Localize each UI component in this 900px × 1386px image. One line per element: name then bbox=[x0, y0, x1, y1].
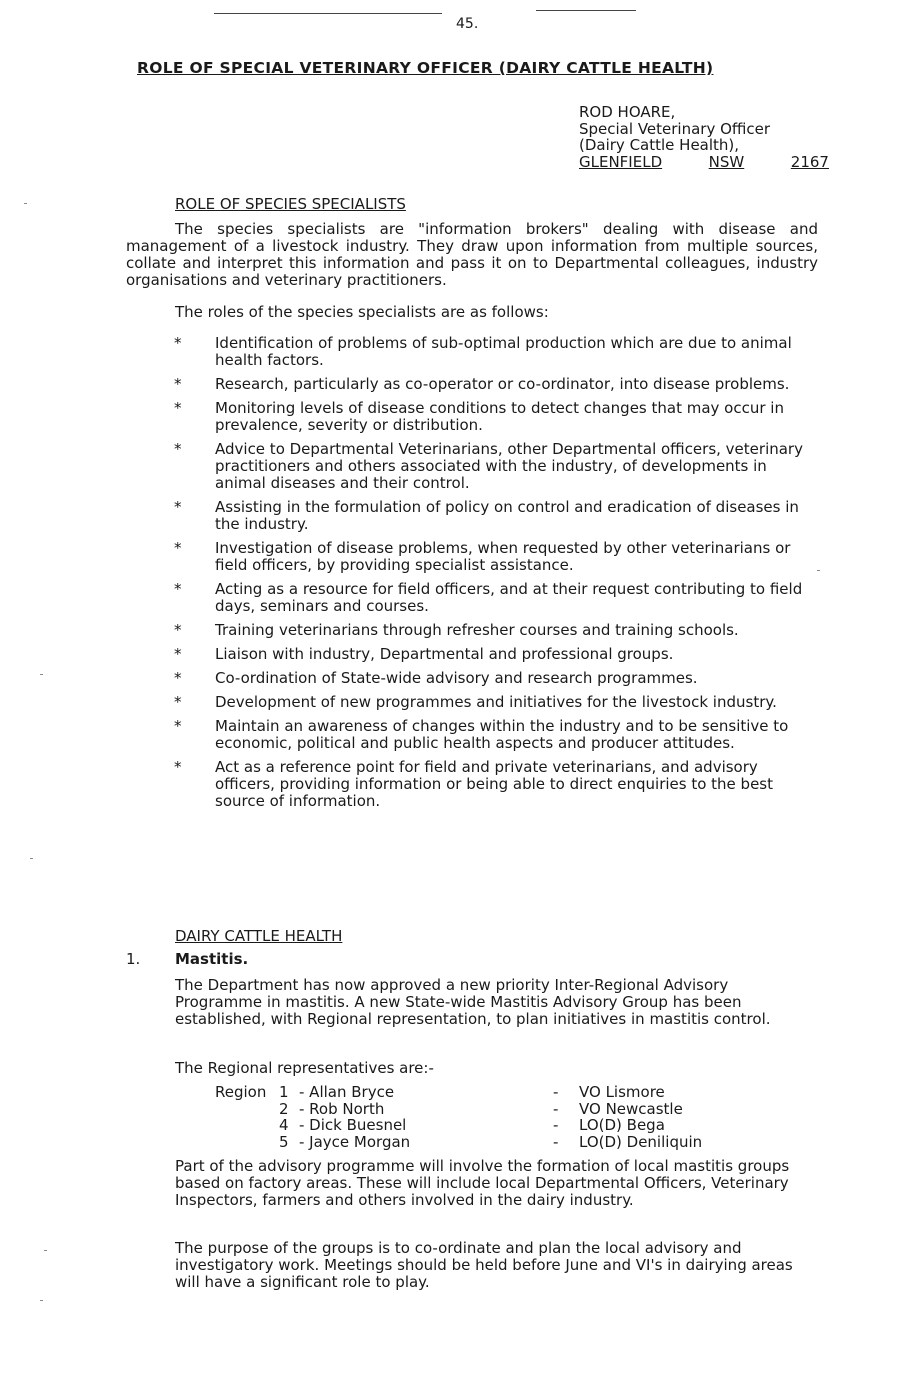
reps-intro: The Regional representatives are:- bbox=[175, 1059, 434, 1077]
role-item bbox=[174, 759, 820, 810]
role-item bbox=[174, 694, 820, 711]
representative-row bbox=[215, 1101, 702, 1118]
region-number: 2 bbox=[279, 1099, 289, 1118]
role-item bbox=[174, 540, 820, 574]
mastitis-para1: The Department has now approved a new priority Inter-Regional Advisory Programme in mastitis. A new State-wide Mastitis Advisory Group has been established, with Regional representation, to plan initiatives in mastitis control. bbox=[175, 976, 771, 1028]
asterisk-bullet: * bbox=[174, 399, 182, 417]
role-text: Development of new programmes and initiatives for the livestock industry. bbox=[215, 693, 777, 711]
top-rule-right bbox=[536, 10, 636, 11]
role-text: Investigation of disease problems, when requested by other veterinarians or field officers, by providing specialist assistance. bbox=[215, 539, 791, 574]
asterisk-bullet: * bbox=[174, 645, 182, 663]
scan-speck bbox=[44, 1250, 47, 1251]
author-block bbox=[579, 104, 829, 170]
asterisk-bullet: * bbox=[174, 440, 182, 458]
asterisk-bullet: * bbox=[174, 498, 182, 516]
region-label bbox=[215, 1134, 279, 1151]
scan-speck bbox=[24, 203, 27, 204]
asterisk-bullet: * bbox=[174, 334, 182, 352]
roles-intro: The roles of the species specialists are as follows: bbox=[175, 303, 549, 321]
representative-name: - Rob North bbox=[299, 1099, 385, 1118]
page-number: 45. bbox=[456, 16, 479, 32]
separator-dash: - bbox=[553, 1083, 559, 1101]
representative-row bbox=[215, 1084, 702, 1101]
species-intro-text: The species specialists are "information brokers" dealing with disease and management of a livestock industry. They draw upon information from multiple sources, collate and interpret this information and pass it on to Departmental colleagues, industry organisations and veterinary practitioners. bbox=[126, 220, 818, 289]
role-text: Training veterinarians through refresher courses and training schools. bbox=[215, 621, 739, 639]
asterisk-bullet: * bbox=[174, 580, 182, 598]
representative-office: VO Lismore bbox=[579, 1083, 665, 1101]
role-text: Identification of problems of sub-optimal production which are due to animal health factors. bbox=[215, 334, 792, 369]
role-item bbox=[174, 646, 820, 663]
role-text: Acting as a resource for field officers, and at their request contributing to field days, seminars and courses. bbox=[215, 580, 803, 615]
role-text: Assisting in the formulation of policy on control and eradication of diseases in the industry. bbox=[215, 498, 799, 533]
author-position: Special Veterinary Officer bbox=[579, 119, 771, 138]
top-rule-left bbox=[214, 13, 442, 14]
mastitis-para2: Part of the advisory programme will involve the formation of local mastitis groups based on factory areas. These will include local Departmental Officers, Veterinary Inspectors, farmers and others involved in the dairy industry. bbox=[175, 1157, 790, 1209]
author-location: GLENFIELD bbox=[579, 152, 663, 171]
scan-speck bbox=[817, 570, 820, 571]
asterisk-bullet: * bbox=[174, 758, 182, 776]
representative-row bbox=[215, 1117, 702, 1134]
separator-dash: - bbox=[553, 1116, 559, 1134]
role-text: Research, particularly as co-operator or co-ordinator, into disease problems. bbox=[215, 375, 790, 393]
region-label bbox=[215, 1101, 279, 1118]
section-heading-species: ROLE OF SPECIES SPECIALISTS bbox=[175, 195, 406, 213]
role-item bbox=[174, 622, 820, 639]
asterisk-bullet: * bbox=[174, 539, 182, 557]
document-title: ROLE OF SPECIAL VETERINARY OFFICER (DAIRY CATTLE HEALTH) bbox=[137, 59, 714, 77]
scan-speck bbox=[40, 674, 43, 675]
species-intro bbox=[126, 221, 818, 289]
region-label bbox=[215, 1117, 279, 1134]
role-item bbox=[174, 718, 820, 752]
section-heading-dairy: DAIRY CATTLE HEALTH bbox=[175, 927, 343, 945]
representatives-table bbox=[215, 1084, 702, 1150]
role-item bbox=[174, 400, 820, 434]
region-number: 1 bbox=[279, 1083, 289, 1101]
region-number: 5 bbox=[279, 1132, 289, 1151]
role-item bbox=[174, 581, 820, 615]
author-unit: (Dairy Cattle Health), bbox=[579, 136, 740, 154]
author-state: NSW bbox=[708, 152, 745, 171]
item-title: Mastitis. bbox=[175, 950, 249, 968]
role-item bbox=[174, 670, 820, 687]
roles-list bbox=[174, 335, 820, 817]
representative-office: VO Newcastle bbox=[579, 1099, 683, 1118]
asterisk-bullet: * bbox=[174, 717, 182, 735]
asterisk-bullet: * bbox=[174, 693, 182, 711]
asterisk-bullet: * bbox=[174, 621, 182, 639]
role-item bbox=[174, 335, 820, 369]
region-number: 4 bbox=[279, 1116, 289, 1134]
asterisk-bullet: * bbox=[174, 375, 182, 393]
role-text: Monitoring levels of disease conditions to detect changes that may occur in prevalence, severity or distribution. bbox=[215, 399, 784, 434]
representative-name: - Jayce Morgan bbox=[299, 1132, 411, 1151]
role-text: Maintain an awareness of changes within the industry and to be sensitive to economic, political and public health aspects and producer attitudes. bbox=[215, 717, 789, 752]
role-text: Liaison with industry, Departmental and professional groups. bbox=[215, 645, 674, 663]
item-number: 1. bbox=[126, 950, 141, 968]
representative-name: - Dick Buesnel bbox=[299, 1116, 407, 1134]
separator-dash: - bbox=[553, 1132, 559, 1151]
role-item bbox=[174, 441, 820, 492]
scan-speck bbox=[40, 1300, 43, 1301]
author-address bbox=[579, 154, 829, 171]
mastitis-para3: The purpose of the groups is to co-ordinate and plan the local advisory and investigatory work. Meetings should be held before June and VI's in dairying areas will have a significant role to play. bbox=[175, 1239, 793, 1291]
region-label: Region bbox=[215, 1083, 267, 1101]
role-text: Co-ordination of State-wide advisory and research programmes. bbox=[215, 669, 698, 687]
representative-office: LO(D) Deniliquin bbox=[579, 1132, 703, 1151]
role-text: Advice to Departmental Veterinarians, other Departmental officers, veterinary practitioners and others associated with the industry, of developments in animal diseases and their control. bbox=[215, 440, 803, 492]
representative-name: - Allan Bryce bbox=[299, 1083, 395, 1101]
role-text: Act as a reference point for field and private veterinarians, and advisory officers, providing information or being able to direct enquiries to the best source of information. bbox=[215, 758, 773, 810]
representative-row bbox=[215, 1134, 702, 1151]
representative-office: LO(D) Bega bbox=[579, 1116, 665, 1134]
asterisk-bullet: * bbox=[174, 669, 182, 687]
role-item bbox=[174, 376, 820, 393]
role-item bbox=[174, 499, 820, 533]
author-postcode: 2167 bbox=[790, 152, 829, 171]
scan-speck bbox=[30, 858, 33, 859]
author-name: ROD HOARE, bbox=[579, 103, 676, 121]
separator-dash: - bbox=[553, 1099, 559, 1118]
